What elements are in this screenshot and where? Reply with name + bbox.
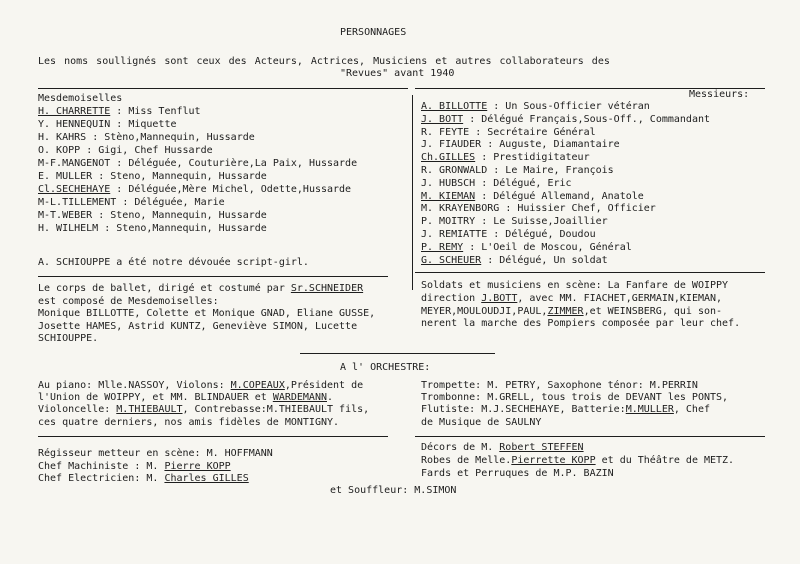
credit-name: Pierre KOPP — [164, 460, 231, 472]
script-girl-note: A. SCHIOUPPE a été notre dévouée script-girl. — [38, 257, 309, 268]
intro-line-2: "Revues" avant 1940 — [340, 68, 455, 79]
ballet-line: Monique BILLOTTE, Colette et Monique GNAD, Eliane GUSSE, — [38, 308, 376, 319]
actor-role: : Déléguée,Mère Michel, Odette,Hussarde — [116, 184, 352, 195]
actor-name: O. KOPP — [38, 145, 81, 156]
divider-mid-right — [415, 272, 765, 273]
credit-role: et du Théâtre de METZ. — [595, 454, 735, 466]
list-item — [421, 203, 710, 216]
actor-role: : Délégué, Doudou — [493, 228, 596, 240]
messieurs-heading: Messieurs: — [689, 89, 750, 100]
musician-name: M.MULLER — [625, 404, 674, 416]
actor-name: R. GRONWALD — [421, 164, 488, 176]
list-item — [38, 170, 357, 183]
musician-name: M.COPEAUX — [230, 380, 285, 391]
actor-role: : Déléguée, Couturière,La Paix, Hussarde — [116, 158, 358, 169]
list-item — [421, 127, 710, 140]
actor-name: M. KIEMAN — [421, 190, 476, 202]
soldats-block — [421, 280, 740, 331]
actor-name: Y. HENNEQUIN — [38, 119, 111, 130]
orchestre-line: ces quatre derniers, nos amis fidèles de MONTIGNY. — [38, 416, 340, 428]
credit-role: Robes de Melle. — [421, 454, 512, 466]
credit-name: Robert STEFFEN — [499, 442, 584, 453]
messieurs-list — [421, 101, 710, 267]
actor-name: E. MULLER — [38, 171, 93, 182]
actor-name: G. SCHEUER — [421, 254, 482, 266]
soldats-member-zimmer: ZIMMER — [547, 305, 584, 317]
intro-line-1: Les noms soullignés sont ceux des Acteurs, Actrices, Musiciens et autres collaborateurs des — [38, 56, 610, 67]
divider-low-right — [415, 436, 765, 437]
list-item — [38, 118, 357, 131]
credits-right — [421, 442, 734, 480]
list-item — [421, 191, 710, 204]
credit-line — [38, 473, 273, 486]
orchestre-text: Violoncelle: — [38, 404, 117, 416]
actor-role: : Steno,Mannequin, Hussarde — [104, 223, 267, 234]
credit-name: Pierrette KOPP — [511, 454, 596, 466]
actor-name: J. BOTT — [421, 113, 464, 125]
list-item — [421, 242, 710, 255]
actor-name: P. REMY — [421, 241, 464, 253]
list-item — [38, 196, 357, 209]
list-item — [421, 216, 710, 229]
actor-role: : Le Suisse,Joaillier — [481, 216, 608, 228]
soldats-members: MEYER,MOULOUDJI,PAUL, — [421, 305, 548, 317]
list-item — [421, 139, 710, 152]
actor-role: : Auguste, Diamantaire — [487, 139, 620, 151]
soldats-line — [421, 306, 740, 319]
ballet-director: Sr.SCHNEIDER — [290, 283, 364, 294]
actor-role: : Délégué Allemand, Anatole — [481, 190, 644, 202]
actor-name: Cl.SECHEHAYE — [38, 184, 111, 195]
ballet-block — [38, 283, 375, 346]
actor-name: Ch.GILLES — [421, 152, 476, 164]
credits-left — [38, 448, 273, 486]
actor-name: J. REMIATTE — [421, 228, 488, 240]
divider-low-left — [38, 436, 388, 437]
orchestre-text: Au piano: Mlle.NASSOY, Violons: — [38, 380, 231, 391]
orchestre-line — [38, 392, 369, 404]
credit-line — [38, 461, 273, 474]
orchestre-text: Flutiste: M.J.SECHEHAYE, Batterie: — [421, 404, 626, 416]
credit-line: Fards et Perruques de M.P. BAZIN — [421, 467, 614, 479]
musician-name: M.THIEBAULT — [116, 404, 183, 416]
actor-name: A. BILLOTTE — [421, 101, 488, 112]
list-item — [421, 152, 710, 165]
actor-role: : Miss Tenflut — [116, 106, 201, 117]
list-item — [421, 229, 710, 242]
credit-line — [421, 455, 734, 468]
credit-line: Régisseur metteur en scène: M. HOFFMANN — [38, 448, 273, 459]
list-item — [38, 222, 357, 235]
ballet-line: SCHIOUPPE. — [38, 333, 99, 344]
credit-line — [421, 442, 734, 455]
credit-role: Chef Electricien: M. — [38, 473, 165, 484]
mesdemoiselles-list — [38, 92, 357, 235]
soldats-line — [421, 293, 740, 306]
actor-role: : Steno, Mannequin, Hussarde — [98, 210, 267, 221]
actor-role: : Délégué, Un soldat — [487, 254, 608, 266]
soldats-line: Soldats et musiciens en scène: La Fanfare de WOIPPY — [421, 280, 729, 291]
actor-role: : Secrétaire Général — [475, 126, 596, 138]
orchestre-line: Trompette: M. PETRY, Saxophone ténor: M.PERRIN — [421, 380, 698, 391]
actor-name: J. FIAUDER — [421, 139, 482, 151]
divider-top-left — [38, 88, 408, 89]
orchestre-heading: A l' ORCHESTRE: — [340, 362, 431, 373]
list-item — [421, 114, 710, 127]
list-item — [38, 209, 357, 222]
actor-role: : Steno, Mannequin, Hussarde — [98, 171, 267, 182]
divider-orchestre — [300, 353, 495, 354]
actor-role: : Un Sous-Officier vétéran — [493, 101, 650, 112]
orchestre-text: . — [327, 392, 334, 404]
actor-role: : L'Oeil de Moscou, Général — [469, 241, 632, 253]
ballet-line: est composé de Mesdemoiselles: — [38, 295, 219, 307]
orchestre-line — [421, 404, 728, 416]
actor-name: P. MOITRY — [421, 216, 476, 228]
actor-role: : Gigi, Chef Hussarde — [86, 145, 213, 156]
orchestre-text: l'Union de WOIPPY, et MM. BLINDAUER et — [38, 392, 273, 404]
soldats-direction: direction — [421, 292, 482, 304]
list-item — [38, 105, 357, 118]
actor-role: : Prestidigitateur — [481, 152, 590, 164]
ballet-intro: Le corps de ballet, dirigé et costumé par — [38, 283, 291, 294]
actor-name: M. KRAYENBORG — [421, 203, 500, 215]
credit-souffleur: et Souffleur: M.SIMON — [330, 485, 457, 496]
soldats-members: ,et WEINSBERG, qui son- — [583, 305, 723, 317]
orchestre-text: ,Président de — [284, 380, 364, 391]
actor-name: M-L.TILLEMENT — [38, 197, 117, 208]
orchestre-line: Trombonne: M.GRELL, tous trois de DEVANT les PONTS, — [421, 392, 729, 404]
actor-name: H. KAHRS — [38, 132, 87, 143]
list-item — [38, 183, 357, 196]
list-item — [38, 157, 357, 170]
list-item — [421, 165, 710, 178]
credit-role: Décors de M. — [421, 442, 500, 453]
list-item — [421, 178, 710, 191]
soldats-director: J.BOTT — [481, 292, 518, 304]
credit-name: Charles GILLES — [164, 473, 249, 484]
orchestre-line — [38, 404, 369, 416]
list-item — [38, 131, 357, 144]
actor-name: H. CHARRETTE — [38, 106, 111, 117]
actor-name: M-T.WEBER — [38, 210, 93, 221]
musician-name: WARDEMANN — [272, 392, 327, 404]
list-item — [421, 101, 710, 114]
credit-role: Chef Machiniste : M. — [38, 460, 165, 472]
orchestre-text: , Contrebasse:M.THIEBAULT fils, — [182, 404, 370, 416]
soldats-members: , avec MM. FIACHET,GERMAIN,KIEMAN, — [517, 292, 723, 304]
actor-name: J. HUBSCH — [421, 177, 476, 189]
ballet-line: Josette HAMES, Astrid KUNTZ, Geneviève SIMON, Lucette — [38, 320, 358, 332]
actor-role: : Stèno,Mannequin, Hussarde — [92, 132, 255, 143]
orchestre-left — [38, 380, 369, 429]
actor-name: R. FEYTE — [421, 126, 470, 138]
soldats-line: nerent la marche des Pompiers composée par leur chef. — [421, 318, 741, 330]
actor-role: : Délégué, Eric — [481, 177, 572, 189]
actor-role: : Huissier Chef, Officier — [505, 203, 656, 215]
orchestre-right — [421, 380, 728, 429]
mesdemoiselles-heading: Mesdemoiselles — [38, 93, 123, 104]
actor-name: H. WILHELM — [38, 223, 99, 234]
orchestre-text: , Chef — [673, 404, 710, 416]
actor-role: : Déléguée, Marie — [122, 197, 225, 208]
divider-mid-left — [38, 276, 388, 277]
orchestre-line: de Musique de SAULNY — [421, 416, 542, 428]
ballet-line — [38, 283, 375, 296]
actor-name: M-F.MANGENOT — [38, 158, 111, 169]
column-divider — [412, 95, 413, 290]
actor-role: : Le Maire, François — [493, 164, 614, 176]
list-item — [421, 255, 710, 268]
actor-role: : Délégué Français,Sous-Off., Commandant — [469, 113, 711, 125]
orchestre-line — [38, 380, 369, 392]
list-item — [38, 144, 357, 157]
page-title: PERSONNAGES — [340, 27, 407, 38]
actor-role: : Miquette — [116, 119, 177, 130]
